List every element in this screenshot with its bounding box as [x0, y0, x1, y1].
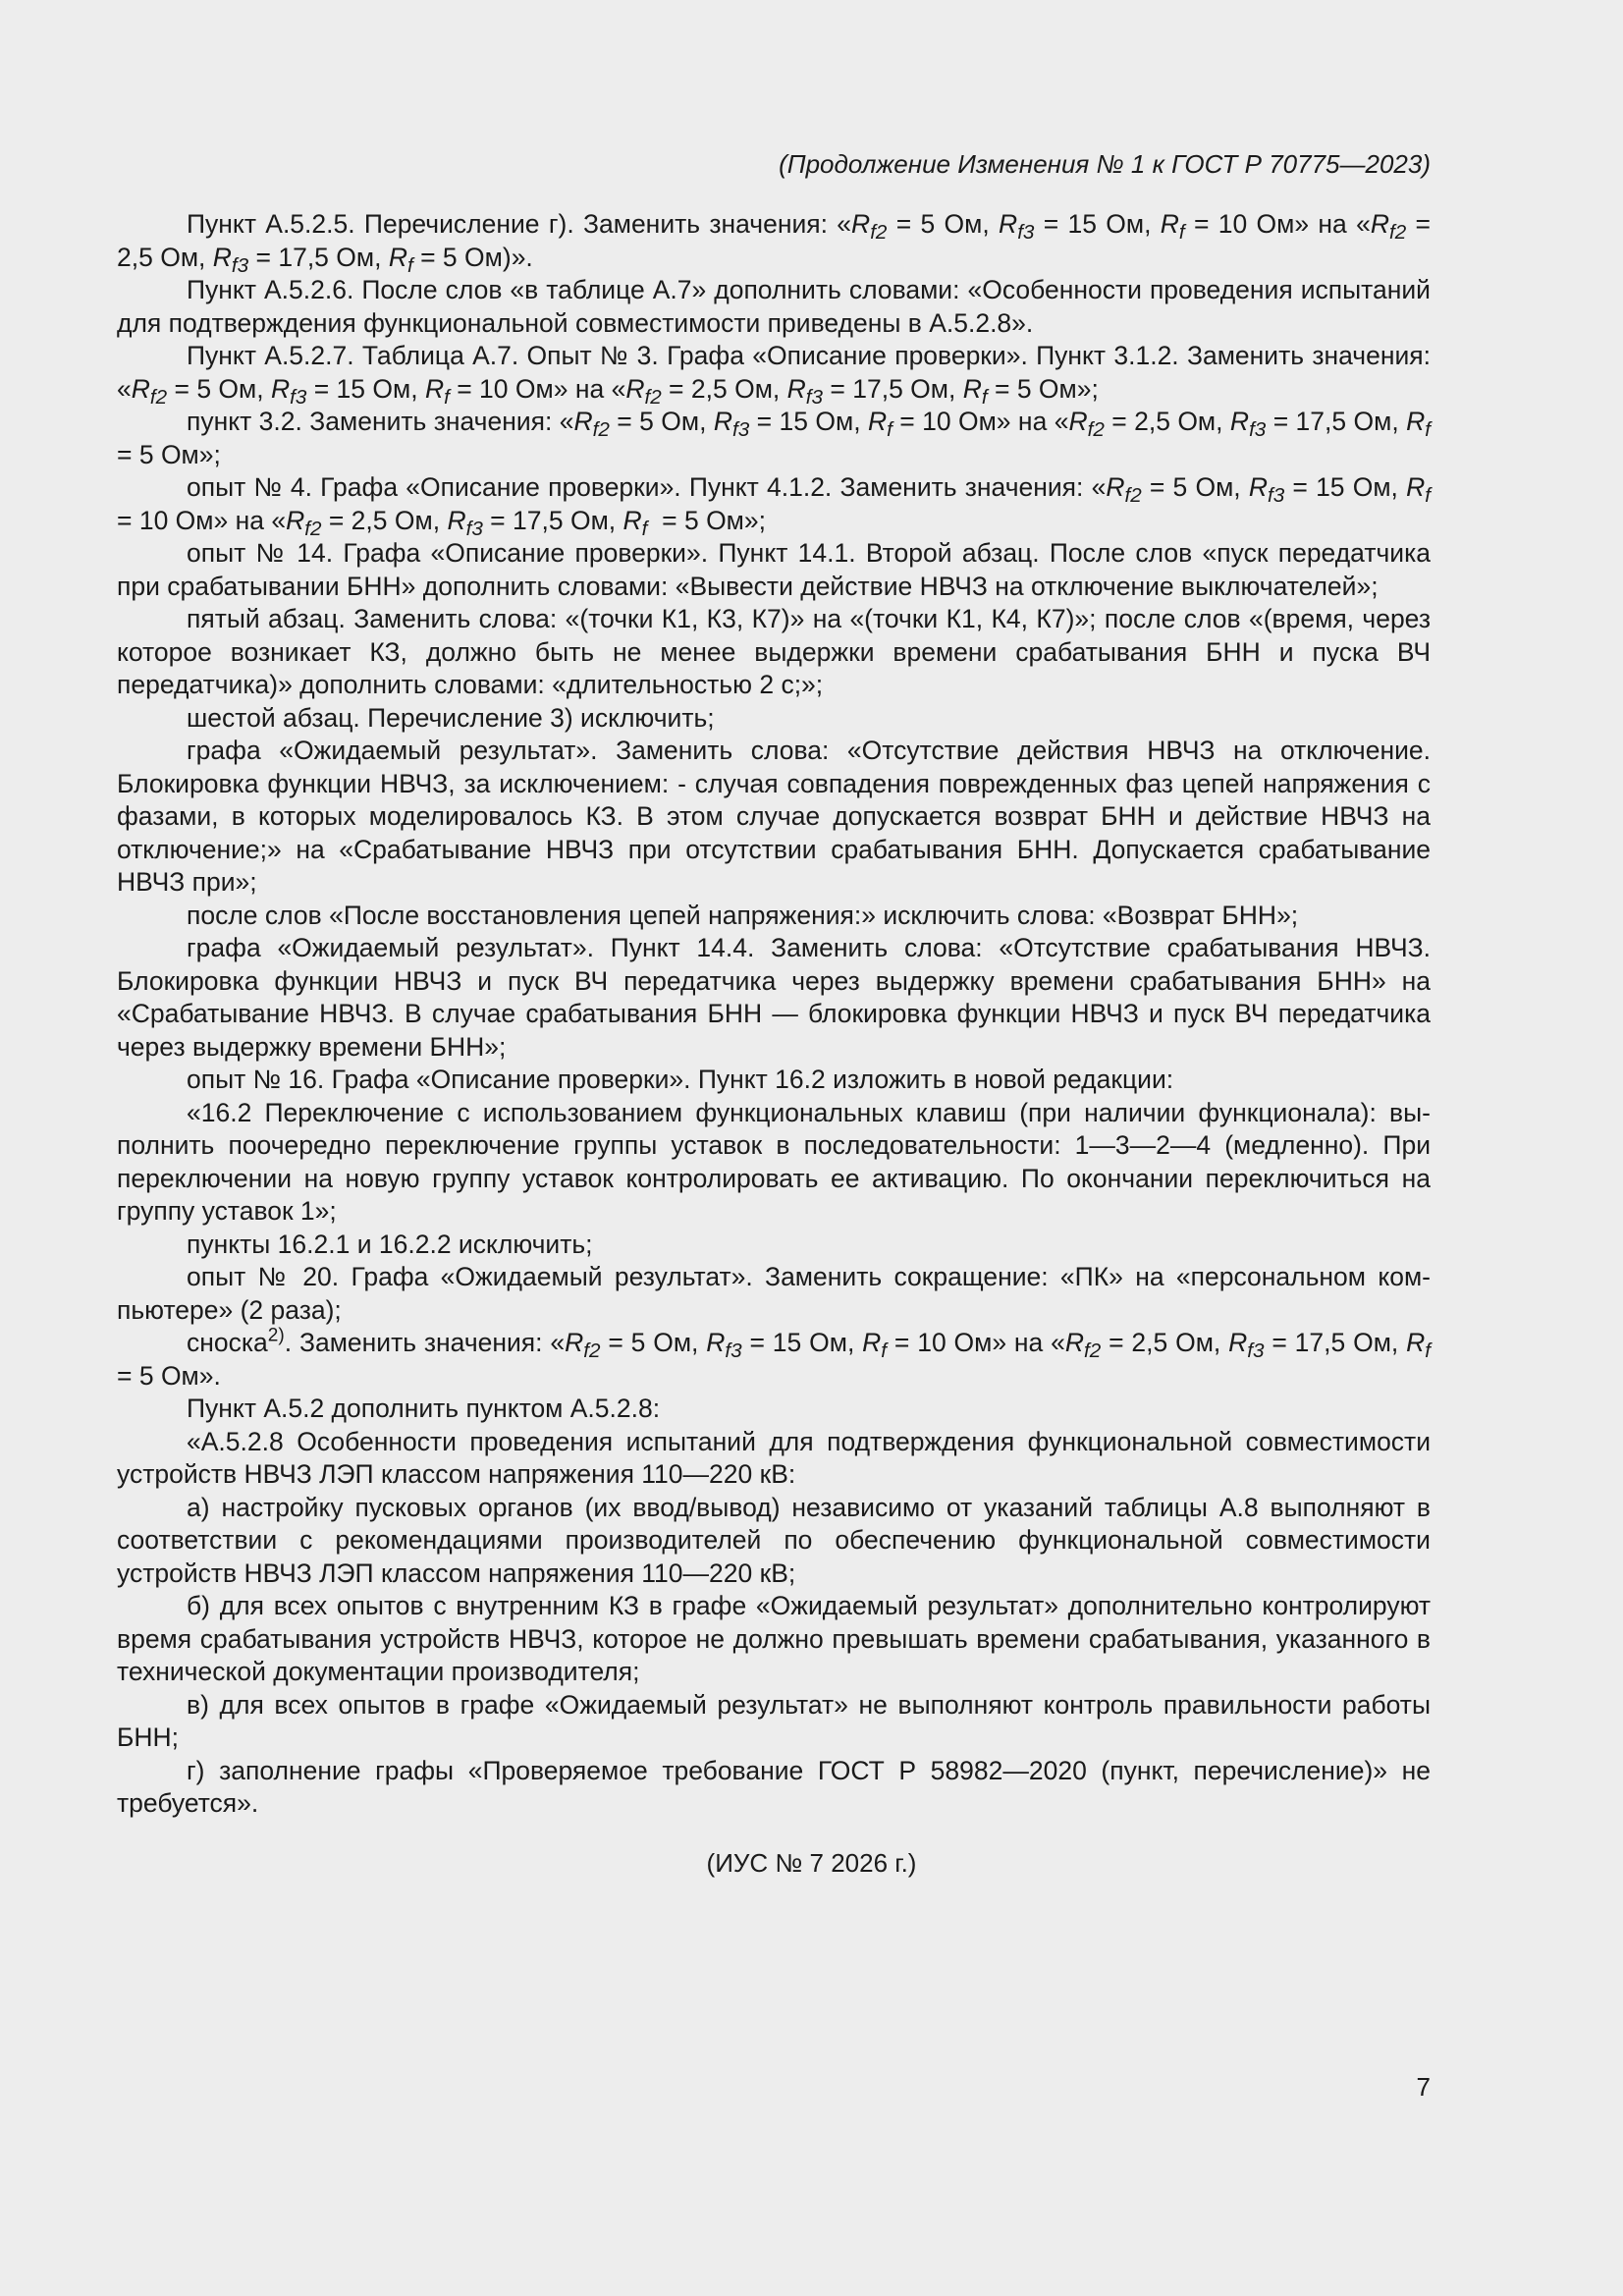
body-paragraph: опыт № 4. Графа «Описание проверки». Пункт 4.1.2. Заменить значения: «$R_{f2} = 5$ Ом, $R_{f3} = 15$ Ом, $R_f = 10$ Ом» на «$R_{f2} = 2,5$ Ом, $R_{f3} = 17,5$ Ом, $R_f = 5$ Ом»; — [117, 472, 1431, 540]
body-paragraph: пятый абзац. Заменить слова: «(точки К1, К3, К7)» на «(точки К1, К4, К7)»; после слов «(время, через которое возникает КЗ, должно быть не менее выдержки времени срабатывания БНН и пуска ВЧ передатчика)» дополнить словами: «длительностью 2 с;»; — [117, 604, 1431, 699]
body-paragraph: Пункт А.5.2.6. После слов «в таблице А.7» дополнить словами: «Особенности проведения испытаний для подтверждения функциональной совместимости приведены в А.5.2.8». — [117, 275, 1431, 338]
document-body — [117, 208, 1431, 1821]
body-paragraph: «16.2 Переключение с использованием функциональных клавиш (при наличии функционала): выполнить поочередно переключение группы уставок в последовательности: 1—3—2—4 (медленно). При переключении на новую группу уставок контролировать ее активацию. По окончании переключиться на группу уставок 1»; — [117, 1097, 1431, 1226]
continuation-header: (Продолжение Изменения № 1 к ГОСТ Р 70775—2023) — [779, 149, 1431, 179]
body-paragraph: Пункт А.5.2 дополнить пунктом А.5.2.8: — [187, 1394, 661, 1423]
body-paragraph: пункт 3.2. Заменить значения: «$R_{f2} = 5$ Ом, $R_{f3} = 15$ Ом, $R_f = 10$ Ом» на «$R_{f2} = 2,5$ Ом, $R_{f3} = 17,5$ Ом, $R_f = 5$ Ом»; — [117, 407, 1432, 469]
body-paragraph: а) настройку пусковых органов (их ввод/вывод) независимо от указаний таблицы А.8 выполняют в соответствии с рекомендациями производителей по обеспечению функциональной совместимости устройств НВЧЗ ЛЭП классом напряжения 110—220 кВ; — [117, 1492, 1431, 1588]
page-number: 7 — [1416, 2072, 1431, 2102]
body-paragraph: Пункт А.5.2.5. Перечисление г). Заменить значения: «$R_{f2} = 5$ Ом, $R_{f3} = 15$ Ом, $R_f = 10$ Ом» на «$R_{f2} = 2,5$ Ом, $R_{f3} = 17,5$ Ом, $R_f = 5$ Ом)». — [117, 209, 1431, 277]
body-paragraph: опыт № 16. Графа «Описание проверки». Пункт 16.2 изложить в новой редакции: — [187, 1065, 1174, 1094]
body-paragraph: сноска$^{2)}$. Заменить значения: «$R_{f2} = 5$ Ом, $R_{f3} = 15$ Ом, $R_f = 10$ Ом» на «$R_{f2} = 2,5$ Ом, $R_{f3} = 17,5$ Ом, $R_f = 5$ Ом». — [117, 1325, 1432, 1391]
body-paragraph: в) для всех опытов в графе «Ожидаемый результат» не выполняют контроль правильности работы БНН; — [117, 1689, 1431, 1752]
body-paragraph: опыт № 14. Графа «Описание проверки». Пункт 14.1. Второй абзац. После слов «пуск передатчика при срабатывании БНН» дополнить словами: «Вывести действие НВЧЗ на отключение выключателей»; — [117, 538, 1431, 601]
body-paragraph: пункты 16.2.1 и 16.2.2 исключить; — [187, 1229, 593, 1259]
body-paragraph: Пункт А.5.2.7. Таблица А.7. Опыт № 3. Графа «Описание проверки». Пункт 3.1.2. Заменить значения: «$R_{f2} = 5$ Ом, $R_{f3} = 15$ Ом, $R_f = 10$ Ом» на «$R_{f2} = 2,5$ Ом, $R_{f3} = 17,5$ Ом, $R_f = 5$ Ом»; — [117, 341, 1431, 409]
ius-footer: (ИУС № 7 2026 г.) — [706, 1848, 917, 1878]
body-paragraph: графа «Ожидаемый результат». Пункт 14.4. Заменить слова: «Отсутствие срабатывания НВЧЗ. Блокировка функции НВЧЗ и пуск ВЧ передатчика через выдержку времени срабатывания БНН» на «Срабатывание НВЧЗ. В случае срабатывания БНН — блокировка функции НВЧЗ и пуск ВЧ передатчика через выдержку времени БНН»; — [117, 933, 1431, 1062]
body-paragraph: б) для всех опытов с внутренним КЗ в графе «Ожидаемый результат» дополнительно контролируют время срабатывания устройств НВЧЗ, которое не должно превышать времени срабатывания, указанного в технической документации производителя; — [117, 1591, 1431, 1686]
body-paragraph: шестой абзац. Перечисление 3) исключить; — [187, 702, 715, 733]
body-paragraph: после слов «После восстановления цепей напряжения:» исключить слова: «Возврат БНН»; — [187, 900, 1299, 930]
body-paragraph: опыт № 20. Графа «Ожидаемый результат». Заменить сокращение: «ПК» на «персональном компьютере» (2 раза); — [117, 1262, 1431, 1325]
body-paragraph: г) заполнение графы «Проверяемое требование ГОСТ Р 58982—2020 (пункт, перечисление)» не требуется». — [117, 1755, 1431, 1818]
body-paragraph: графа «Ожидаемый результат». Заменить слова: «Отсутствие действия НВЧЗ на отключение. Блокировка функции НВЧЗ, за исключением: - случая совпадения поврежденных фаз цепей напряжения с фазами, в которых моделировалось КЗ. В этом случае допускается возврат БНН и действие НВЧЗ на отключение;» на «Срабатывание НВЧЗ при отсутствии срабатывания БНН. Допускается срабатывание НВЧЗ при»; — [117, 736, 1431, 897]
body-paragraph: «А.5.2.8 Особенности проведения испытаний для подтверждения функциональной совместимости устройств НВЧЗ ЛЭП классом напряжения 110—220 кВ: — [117, 1426, 1431, 1489]
